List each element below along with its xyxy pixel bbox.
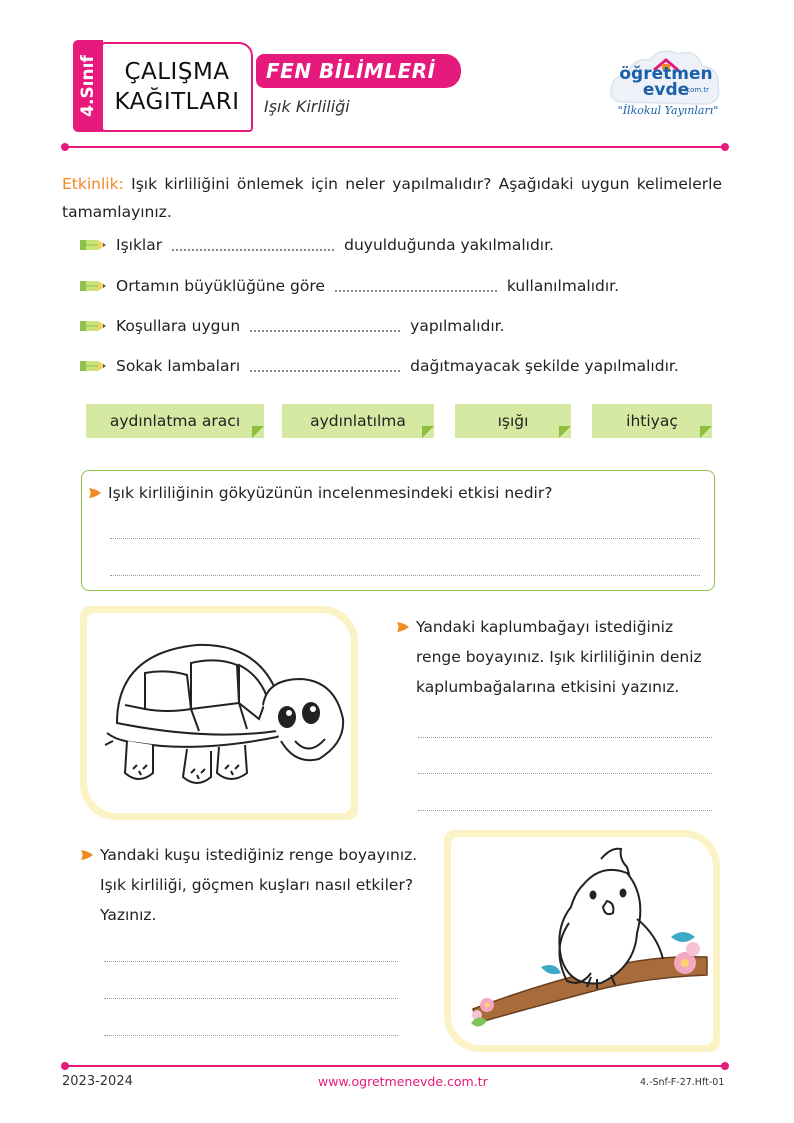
- footer-code: 4.-Snf-F-27.Hft-01: [640, 1077, 725, 1088]
- question-3-line-2: Işık kirliliği, göçmen kuşları nasıl etkiler?: [100, 876, 414, 894]
- bird-illustration[interactable]: [451, 837, 713, 1045]
- fill-item-4-before: Sokak lambaları: [116, 357, 241, 375]
- fill-item-3: [78, 317, 505, 335]
- question-2-line-1: Yandaki kaplumbağayı istediğiniz: [416, 618, 674, 636]
- logo-tagline: "İlkokul Yayınları": [617, 104, 719, 117]
- arrow-bullet-icon: [88, 487, 102, 499]
- word-chip-3-label: ışığı: [497, 412, 529, 430]
- fill-item-3-before: Koşullara uygun: [116, 317, 241, 335]
- title-line-2: KAĞITLARI: [114, 89, 240, 115]
- logo-name: öğretmen evde: [619, 64, 713, 100]
- grade-tab: [73, 40, 103, 132]
- grade-label: 4.Sınıf: [78, 55, 98, 117]
- answer-line[interactable]: [110, 575, 700, 576]
- word-chip-3[interactable]: [455, 404, 571, 438]
- bird-picture-frame: [444, 830, 720, 1052]
- header-divider: [65, 146, 725, 148]
- blank-4[interactable]: [250, 360, 400, 372]
- answer-line[interactable]: [418, 810, 712, 811]
- word-chip-1-label: aydınlatma aracı: [109, 412, 241, 430]
- title-line-1: ÇALIŞMA: [124, 59, 230, 85]
- question-3-line-3: Yazınız.: [100, 906, 157, 924]
- logo-domain: .com.tr: [684, 86, 710, 94]
- subject-label: FEN BİLİMLERİ: [266, 59, 436, 83]
- blank-1[interactable]: [172, 239, 334, 251]
- answer-line[interactable]: [418, 773, 712, 774]
- arrow-bullet-icon: [80, 849, 94, 861]
- subject-banner: [256, 54, 461, 88]
- word-chip-4[interactable]: [592, 404, 712, 438]
- footer-divider: [65, 1065, 725, 1067]
- answer-line[interactable]: [104, 998, 398, 999]
- blank-2[interactable]: [335, 280, 497, 292]
- arrow-bullet-icon: [396, 621, 410, 633]
- fill-item-4-after: dağıtmayacak şekilde yapılmalıdır.: [410, 357, 679, 375]
- turtle-illustration[interactable]: [87, 613, 351, 813]
- question-1-text: Işık kirliliğinin gökyüzünün incelenmesindeki etkisi nedir?: [108, 484, 553, 502]
- question-3: [80, 840, 417, 930]
- answer-line[interactable]: [418, 737, 712, 738]
- blank-3[interactable]: [250, 320, 400, 332]
- fill-item-2-after: kullanılmalıdır.: [506, 277, 620, 295]
- turtle-picture-frame: [80, 606, 358, 820]
- activity-label: Etkinlik:: [62, 175, 124, 193]
- footer-year: 2023-2024: [62, 1074, 133, 1089]
- question-3-line-1: Yandaki kuşu istediğiniz renge boyayınız.: [100, 846, 418, 864]
- answer-line[interactable]: [104, 1035, 398, 1036]
- question-2-line-2: renge boyayınız. Işık kirliliğinin deniz: [416, 648, 702, 666]
- answer-line[interactable]: [104, 961, 398, 962]
- pencil-icon: [78, 236, 108, 254]
- pencil-icon: [78, 357, 108, 375]
- question-2-line-3: kaplumbağalarına etkisini yazınız.: [416, 678, 680, 696]
- word-chip-2[interactable]: [282, 404, 434, 438]
- word-chip-1[interactable]: [86, 404, 264, 438]
- word-chip-2-label: aydınlatılma: [310, 412, 406, 430]
- topic-label: Işık Kirliliği: [264, 97, 350, 116]
- fill-item-2: [78, 277, 619, 295]
- fill-item-4: [78, 357, 679, 375]
- activity-instruction-text: Işık kirliliğini önlemek için neler yapılmalıdır? Aşağıdaki uygun kelimelerle tamamlayınız.: [62, 175, 722, 221]
- fill-item-3-after: yapılmalıdır.: [410, 317, 505, 335]
- fill-item-2-before: Ortamın büyüklüğüne göre: [116, 277, 325, 295]
- fill-item-1-before: Işıklar: [116, 236, 163, 254]
- fill-item-1-after: duyulduğunda yakılmalıdır.: [344, 236, 554, 254]
- question-2: [396, 612, 702, 702]
- question-1: [88, 484, 552, 502]
- footer-website[interactable]: www.ogretmenevde.com.tr: [318, 1074, 488, 1089]
- pencil-icon: [78, 277, 108, 295]
- pencil-icon: [78, 317, 108, 335]
- publisher-logo: [606, 40, 726, 130]
- word-chip-4-label: ihtiyaç: [626, 412, 678, 430]
- activity-instruction: [62, 170, 722, 226]
- fill-item-1: [78, 236, 554, 254]
- worksheet-title: [101, 42, 253, 132]
- answer-line[interactable]: [110, 538, 700, 539]
